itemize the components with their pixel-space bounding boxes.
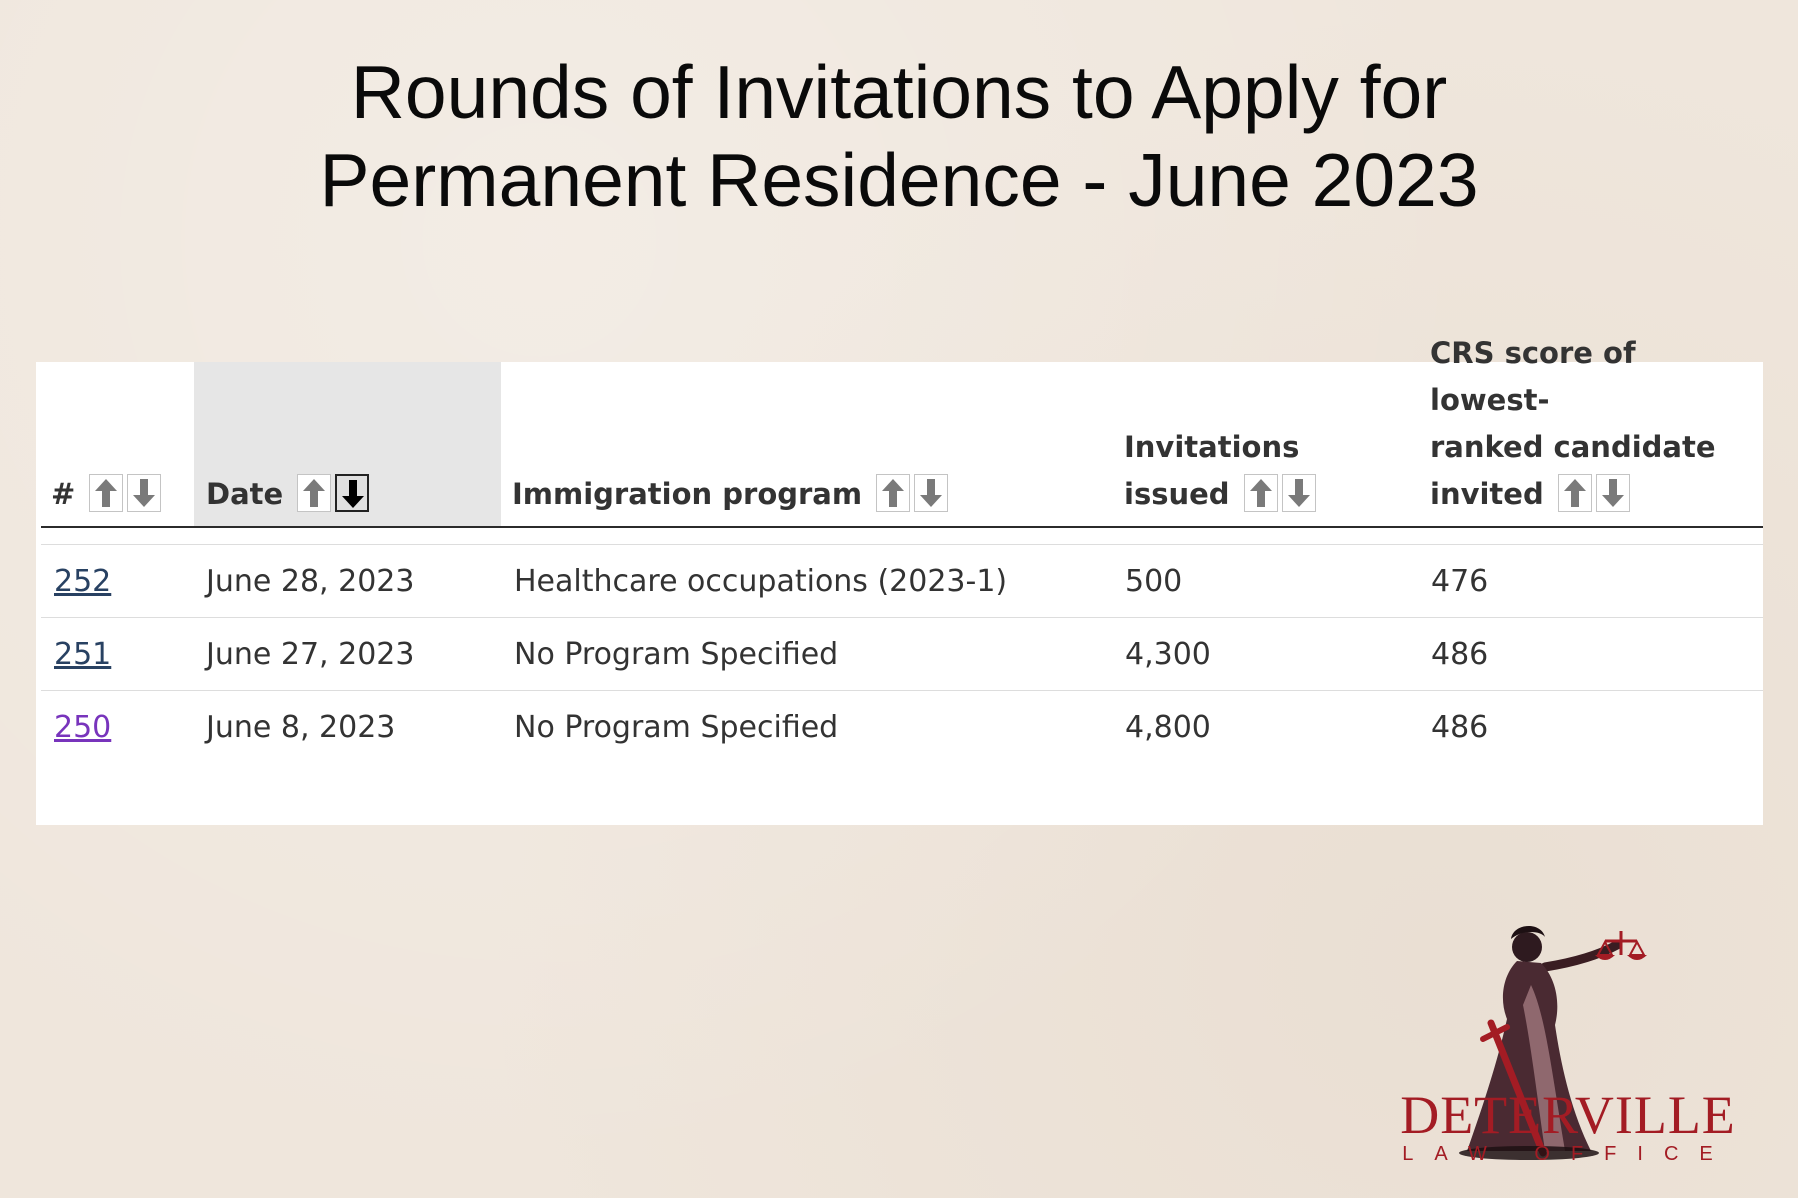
sort-date-asc-button[interactable] [297, 474, 331, 512]
table-row [41, 691, 1763, 764]
header-program [512, 362, 1072, 526]
header-program-label: Immigration program [512, 477, 863, 511]
table-row [41, 545, 1763, 618]
arrow-down-icon [1287, 478, 1311, 508]
sort-number-desc-button[interactable] [127, 474, 161, 512]
header-crs-label-line-2: ranked candidate [1430, 430, 1716, 464]
sort-program-asc-button[interactable] [876, 474, 910, 512]
header-invitations [1124, 362, 1394, 526]
page-title-line-2: Permanent Residence - June 2023 [319, 138, 1479, 222]
round-number-link[interactable]: 250 [54, 710, 112, 745]
round-crs-score: 486 [1431, 637, 1489, 672]
arrow-up-icon [1563, 478, 1587, 508]
sort-program-desc-button[interactable] [914, 474, 948, 512]
sort-number-asc-button[interactable] [89, 474, 123, 512]
arrow-up-icon [1249, 478, 1273, 508]
header-date [206, 362, 496, 526]
sort-date-desc-button[interactable] [335, 474, 369, 512]
header-number [51, 362, 191, 526]
header-invitations-label-line-1: Invitations [1124, 430, 1300, 464]
arrow-down-icon [1601, 478, 1625, 508]
header-invitations-label-line-2: issued [1124, 477, 1230, 511]
header-date-label: Date [206, 477, 284, 511]
round-invitations: 4,300 [1125, 637, 1211, 672]
arrow-down-icon [919, 478, 943, 508]
sort-crs-desc-button[interactable] [1596, 474, 1630, 512]
arrow-up-icon [881, 478, 905, 508]
round-program: No Program Specified [514, 637, 839, 672]
arrow-down-icon [341, 479, 365, 509]
round-date: June 8, 2023 [206, 710, 396, 745]
page-title-line-1: Rounds of Invitations to Apply for [350, 50, 1448, 134]
logo-wordmark: DETERVILLE [1400, 1085, 1736, 1145]
sort-invitations-asc-button[interactable] [1244, 474, 1278, 512]
rounds-table [36, 336, 1763, 825]
header-number-label: # [51, 477, 76, 511]
arrow-up-icon [302, 478, 326, 508]
round-invitations: 500 [1125, 564, 1183, 599]
round-date: June 28, 2023 [206, 564, 415, 599]
header-crs [1430, 336, 1760, 526]
arrow-down-icon [132, 478, 156, 508]
round-program: Healthcare occupations (2023-1) [514, 564, 1008, 599]
round-crs-score: 476 [1431, 564, 1489, 599]
round-crs-score: 486 [1431, 710, 1489, 745]
arrow-up-icon [94, 478, 118, 508]
round-program: No Program Specified [514, 710, 839, 745]
logo-subtitle: LAW OFFICE [1402, 1143, 1734, 1165]
header-crs-label-line-1: CRS score of lowest- [1430, 336, 1636, 417]
round-number-link[interactable]: 252 [54, 564, 112, 599]
sort-crs-asc-button[interactable] [1558, 474, 1592, 512]
header-divider [41, 526, 1763, 528]
sort-invitations-desc-button[interactable] [1282, 474, 1316, 512]
page-title [0, 48, 1798, 224]
round-date: June 27, 2023 [206, 637, 415, 672]
round-invitations: 4,800 [1125, 710, 1211, 745]
table-row [41, 618, 1763, 691]
header-crs-label-line-3: invited [1430, 477, 1544, 511]
round-number-link[interactable]: 251 [54, 637, 112, 672]
